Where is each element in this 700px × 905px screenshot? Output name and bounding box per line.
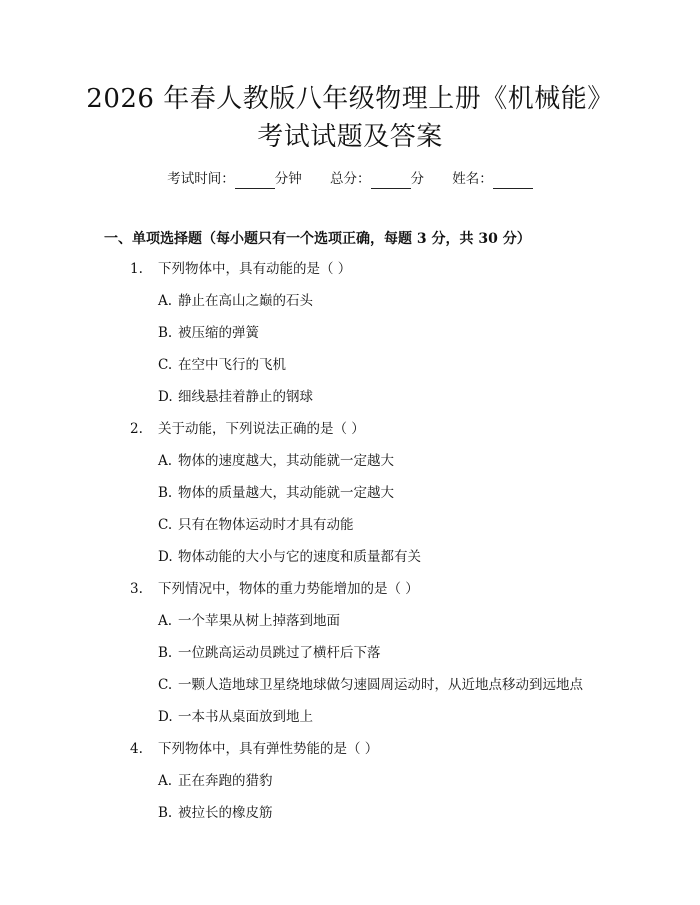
exam-time (167, 170, 302, 189)
total-score (330, 170, 424, 189)
question (130, 260, 351, 278)
question-text: 下列情况中，物体的重力势能增加的是（ ） (158, 581, 419, 597)
student-name-label: 姓名： (452, 171, 493, 187)
option-letter: D. (158, 709, 173, 725)
option-text: 在空中飞行的飞机 (178, 357, 286, 373)
option-text: 被拉长的橡皮筋 (178, 805, 273, 821)
exam-time-unit: 分钟 (274, 171, 302, 187)
exam-meta (0, 170, 700, 189)
option-text: 正在奔跑的猎豹 (178, 773, 273, 789)
question-text: 下列物体中，具有弹性势能的是（ ） (158, 741, 379, 757)
student-name-blank (493, 170, 533, 189)
option-letter: B. (158, 805, 173, 821)
total-score-label: 总分： (330, 171, 371, 187)
page-subtitle: 考试试题及答案 (257, 122, 443, 152)
option-letter: D. (158, 549, 173, 565)
question-number: 1. (130, 261, 143, 277)
option-text: 一本书从桌面放到地上 (178, 709, 313, 725)
option-letter: C. (158, 677, 173, 693)
question (130, 420, 365, 438)
option-text: 一位跳高运动员跳过了横杆后下落 (178, 645, 381, 661)
question (130, 580, 419, 598)
option-text: 细线悬挂着静止的钢球 (178, 389, 313, 405)
option-letter: B. (158, 645, 173, 661)
option-letter: A. (158, 453, 173, 469)
section-title: 一、单项选择题（每小题只有一个选项正确，每题 3 分，共 30 分） (104, 231, 531, 247)
option (158, 644, 381, 662)
option-letter: B. (158, 485, 173, 501)
option (158, 452, 394, 470)
option (158, 292, 313, 310)
option-letter: A. (158, 293, 173, 309)
option (158, 772, 273, 790)
question-text: 关于动能，下列说法正确的是（ ） (158, 421, 365, 437)
option-letter: B. (158, 325, 173, 341)
total-score-blank (371, 170, 411, 189)
option-text: 只有在物体运动时才具有动能 (178, 517, 354, 533)
option-text: 静止在高山之巅的石头 (178, 293, 313, 309)
option (158, 612, 340, 630)
option-text: 一个苹果从树上掉落到地面 (178, 613, 340, 629)
question-number: 2. (130, 421, 143, 437)
option-letter: C. (158, 517, 173, 533)
option-text: 被压缩的弹簧 (178, 325, 259, 341)
option-text: 一颗人造地球卫星绕地球做匀速圆周运动时，从近地点移动到远地点 (178, 677, 583, 693)
exam-time-label: 考试时间： (167, 171, 235, 187)
option (158, 484, 394, 502)
question-number: 4. (130, 741, 143, 757)
option (158, 356, 286, 374)
question-number: 3. (130, 581, 143, 597)
option-text: 物体的质量越大，其动能就一定越大 (178, 485, 394, 501)
option-text: 物体的速度越大，其动能就一定越大 (178, 453, 394, 469)
page-title: 2026 年春人教版八年级物理上册《机械能》 (86, 84, 614, 114)
option-letter: C. (158, 357, 173, 373)
option-letter: A. (158, 773, 173, 789)
total-score-unit: 分 (410, 171, 424, 187)
option-text: 物体动能的大小与它的速度和质量都有关 (178, 549, 421, 565)
option (158, 516, 354, 534)
option (158, 324, 259, 342)
option (158, 676, 583, 694)
option (158, 708, 313, 726)
question-text: 下列物体中，具有动能的是（ ） (158, 261, 352, 277)
option (158, 804, 273, 822)
exam-time-blank (235, 170, 275, 189)
option (158, 388, 313, 406)
student-name (452, 170, 533, 189)
option (158, 548, 421, 566)
question (130, 740, 378, 758)
option-letter: A. (158, 613, 173, 629)
option-letter: D. (158, 389, 173, 405)
